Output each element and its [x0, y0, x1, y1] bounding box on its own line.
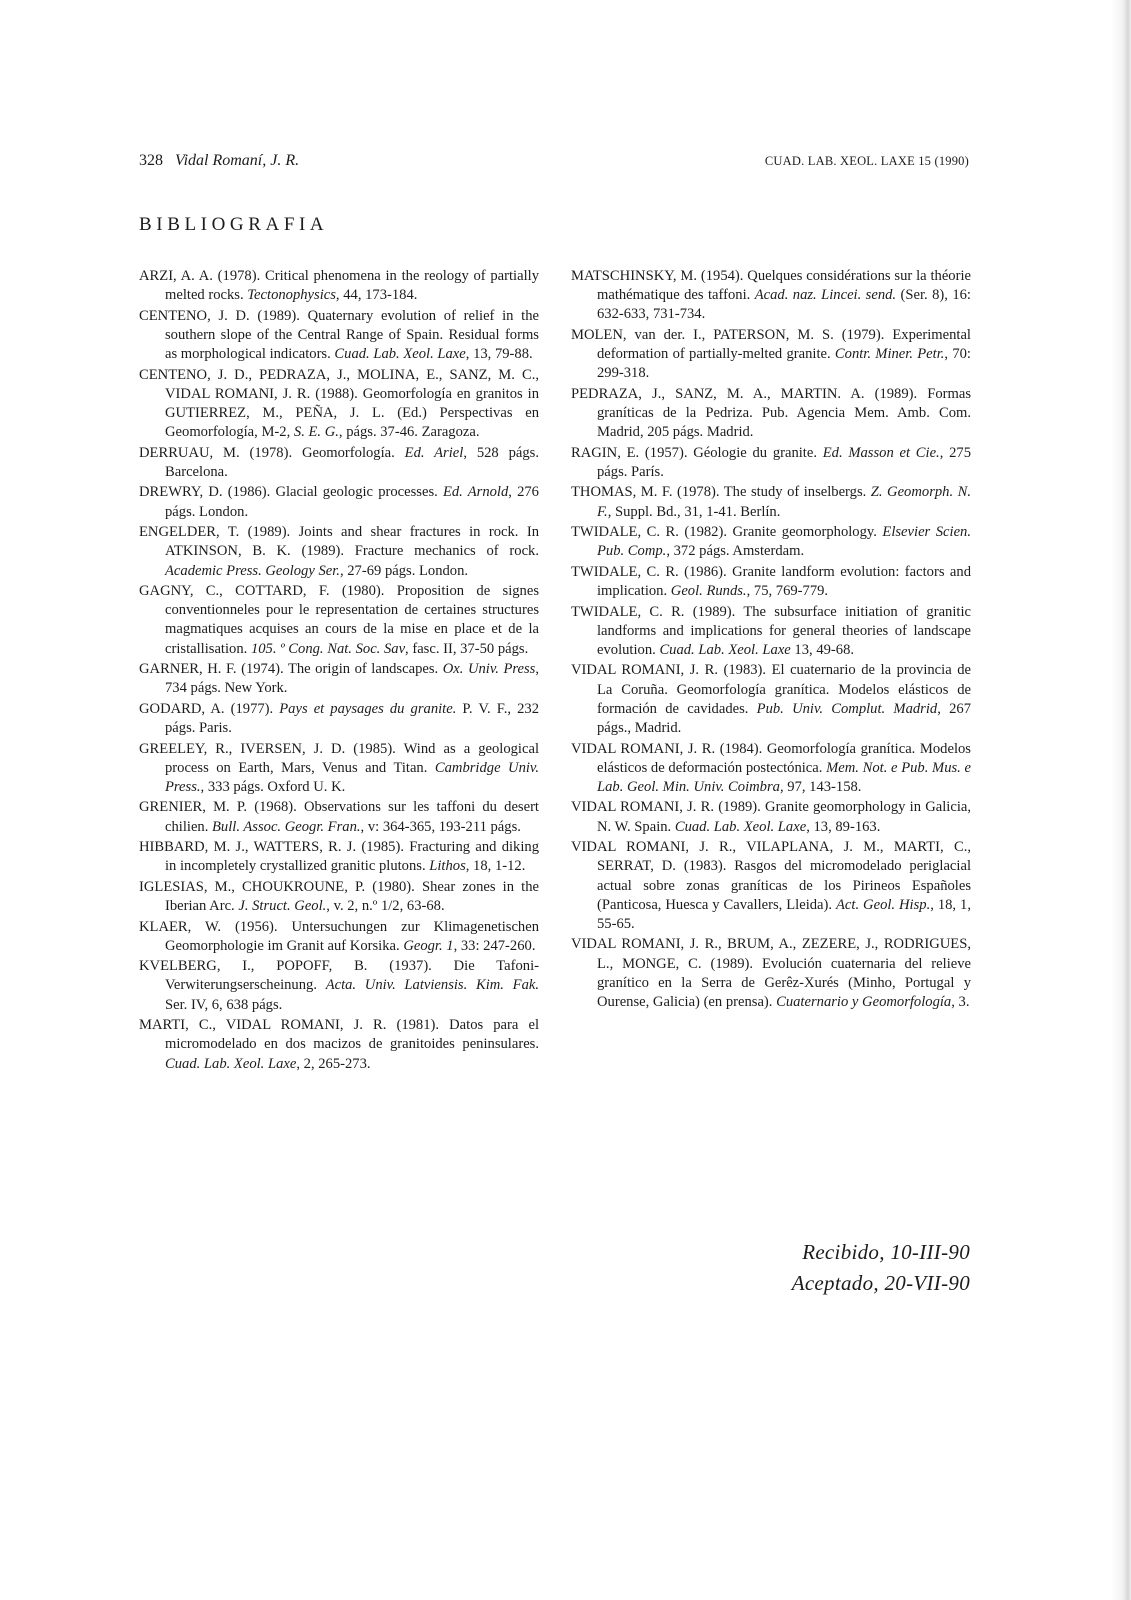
reference-entry: [139, 838, 539, 876]
reference-text: VIDAL ROMANI, J. R. (1983). El cuaternario de la provincia de La Coruña. Geomorfología granítica. Modelos elásticos de formación de cavidades.: [571, 662, 971, 717]
section-title: BIBLIOGRAFIA: [139, 214, 329, 235]
reference-text: KLAER, W. (1956). Untersuchungen zur Klimagenetischen Geomorphologie im Granit auf Korsika.: [139, 918, 539, 954]
reference-details: , 372 págs. Amsterdam.: [666, 543, 805, 560]
reference-venue: Lithos: [429, 858, 466, 875]
reference-venue: Academic Press. Geology Ser.: [165, 562, 340, 579]
reference-details: , 70: 299-318.: [597, 346, 971, 382]
reference-details: , 13, 89-163.: [806, 818, 881, 835]
reference-text: VIDAL ROMANI, J. R., VILAPLANA, J. M., MARTI, C., SERRAT, D. (1983). Rasgos del micromodelado periglacial actual sobre zonas graníticas de los Pirineos Españoles (Panticosa, Huesca y Cavallers, Lleida).: [571, 839, 971, 913]
reference-venue: S. E. G.: [293, 424, 339, 441]
reference-text: THOMAS, M. F. (1978). The study of inselbergs.: [571, 484, 871, 501]
reference-text: KVELBERG, I., POPOFF, B. (1937). Die Tafoni-Verwiterungserscheinung.: [139, 958, 539, 994]
reference-details: , v: 364-365, 193-211 págs.: [360, 818, 521, 835]
reference-text: MOLEN, van der. I., PATERSON, M. S. (1979). Experimental deformation of partially-melted granite.: [571, 326, 971, 363]
reference-venue: Cuad. Lab. Xeol. Laxe: [659, 641, 791, 658]
reference-venue: Elsevier Scien. Pub. Comp.: [597, 524, 971, 560]
running-head-author: Vidal Romaní, J. R.: [175, 152, 300, 169]
reference-text: VIDAL ROMANI, J. R. (1984). Geomorfología granítica. Modelos elásticos de deformación postectónica.: [571, 740, 971, 776]
reference-entry: [139, 878, 539, 916]
reference-text: CENTENO, J. D. (1989). Quaternary evolution of relief in the southern slope of the Central Range of Spain. Residual forms as morphological indicators.: [139, 307, 539, 363]
reference-text: VIDAL ROMANI, J. R. (1989). Granite geomorphology in Galicia, N. W. Spain.: [571, 799, 971, 835]
reference-venue: Ed. Arnold: [442, 484, 509, 501]
reference-entry: [139, 798, 539, 836]
reference-entry: [571, 267, 971, 325]
reference-details: , Suppl. Bd., 31, 1-41. Berlín.: [607, 503, 781, 520]
reference-entry: [139, 1016, 539, 1074]
reference-details: , 333 págs. Oxford U. K.: [200, 778, 346, 795]
reference-entry: [571, 385, 971, 443]
reference-entry: [571, 838, 971, 934]
reference-venue: Ox. Univ. Press: [442, 661, 536, 678]
reference-text: GRENIER, M. P. (1968). Observations sur les taffoni du desert chilien.: [139, 799, 539, 835]
reference-venue: Geogr. 1: [403, 937, 454, 954]
reference-entry: [571, 444, 971, 482]
reference-text: ENGELDER, T. (1989). Joints and shear fractures in rock. In ATKINSON, B. K. (1989). Fracture mechanics of rock.: [139, 524, 539, 560]
reference-details: , 27-69 págs. London.: [339, 562, 469, 579]
reference-column-right: [571, 267, 971, 1014]
reference-entry: [139, 366, 539, 443]
reference-venue: Cuaternario y Geomorfología: [776, 994, 952, 1011]
reference-details: , 734 págs. New York.: [165, 661, 539, 697]
reference-text: VIDAL ROMANI, J. R., BRUM, A., ZEZERE, J., RODRIGUES, L., MONGE, C. (1989). Evolución cuaternaria del relieve granítico en la Serra de Gerêz-Xurés (Minho, Portugal y Ourense, Galicia) (en prensa).: [571, 936, 971, 1011]
reference-details: , 528 págs. Barcelona.: [165, 444, 539, 480]
reference-text: DERRUAU, M. (1978). Geomorfología.: [139, 444, 405, 461]
reference-details: 13, 49-68.: [790, 641, 855, 658]
reference-entry: [139, 740, 539, 798]
received-accepted-dates: [700, 1237, 970, 1299]
reference-entry: [139, 523, 539, 581]
reference-details: , págs. 37-46. Zaragoza.: [338, 424, 480, 441]
reference-entry: [571, 326, 971, 384]
running-head: [139, 151, 969, 171]
running-head-journal: CUAD. LAB. XEOL. LAXE 15 (1990): [764, 154, 969, 168]
reference-details: , 33: 247-260.: [453, 937, 536, 954]
reference-text: GAGNY, C., COTTARD, F. (1980). Proposition de signes conventionneles pour le representation de certaines structures magmatiques acquises an cours de la mise en place et de la cristallisation.: [139, 583, 539, 657]
page-number: 328: [139, 152, 163, 169]
reference-entry: [571, 563, 971, 601]
reference-venue: Cuad. Lab. Xeol. Laxe: [334, 346, 466, 363]
reference-entry: [139, 660, 539, 698]
reference-venue: Pays et paysages du granite.: [279, 700, 457, 717]
reference-details: , 276 págs. London.: [165, 484, 539, 520]
reference-entry: [139, 267, 539, 305]
reference-details: , fasc. II, 37-50 págs.: [405, 640, 529, 657]
reference-details: , v. 2, n.º 1/2, 63-68.: [326, 898, 445, 915]
reference-details: , 13, 79-88.: [465, 346, 533, 363]
reference-text: TWIDALE, C. R. (1982). Granite geomorphology.: [571, 524, 883, 541]
reference-text: GARNER, H. F. (1974). The origin of landscapes.: [139, 661, 443, 678]
reference-venue: Act. Geol. Hisp.: [836, 896, 931, 913]
reference-venue: 105. º Cong. Nat. Soc. Sav: [250, 640, 406, 657]
reference-details: , 267 págs., Madrid.: [597, 700, 972, 737]
reference-text: TWIDALE, C. R. (1989). The subsurface initiation of granitic landforms and implications for general theories of landscape evolution.: [571, 603, 971, 658]
reference-venue: Contr. Miner. Petr.: [834, 346, 945, 363]
reference-details: , 97, 143-158.: [779, 778, 862, 795]
running-head-left: [139, 151, 299, 171]
reference-text: DREWRY, D. (1986). Glacial geologic processes.: [139, 484, 443, 501]
reference-venue: Cuad. Lab. Xeol. Laxe: [674, 818, 807, 835]
reference-details: , 18, 1, 55-65.: [597, 896, 971, 932]
reference-venue: Cambridge Univ. Press.: [165, 759, 539, 795]
reference-text: TWIDALE, C. R. (1986). Granite landform evolution: factors and implication.: [571, 563, 971, 600]
reference-venue: Bull. Assoc. Geogr. Fran.: [212, 818, 361, 835]
page-edge-shadow: [1111, 0, 1131, 1600]
reference-venue: Ed. Masson et Cie.: [822, 444, 940, 461]
reference-text: MATSCHINSKY, M. (1954). Quelques considérations sur la théorie mathématique des taffoni.: [571, 268, 971, 304]
reference-venue: Pub. Univ. Complut. Madrid: [756, 700, 938, 717]
reference-text: HIBBARD, M. J., WATTERS, R. J. (1985). Fracturing and diking in incompletely crystallized granitic plutons.: [139, 839, 539, 875]
reference-entry: [139, 957, 539, 1015]
reference-text: CENTENO, J. D., PEDRAZA, J., MOLINA, E., SANZ, M. C., VIDAL ROMANI, J. R. (1988). Geomorfología en granitos in GUTIERREZ, M., PEÑA, J. L. (Ed.) Perspectivas en Geomorfología, M-2,: [139, 366, 539, 441]
reference-entry: [139, 307, 539, 365]
reference-details: , 275 págs. París.: [597, 444, 971, 480]
reference-text: RAGIN, E. (1957). Géologie du granite.: [571, 444, 823, 461]
reference-venue: Cuad. Lab. Xeol. Laxe: [165, 1055, 297, 1072]
reference-details: , 3.: [951, 994, 970, 1011]
reference-venue: Tectonophysics: [247, 287, 336, 304]
reference-details: , 18, 1-12.: [465, 858, 526, 875]
reference-entry: [571, 740, 971, 798]
reference-venue: Mem. Not. e Pub. Mus. e Lab. Geol. Min. Univ. Coimbra: [597, 759, 971, 795]
reference-text: MARTI, C., VIDAL ROMANI, J. R. (1981). Datos para el micromodelado en dos macizos de granitoides peninsulares.: [139, 1017, 539, 1053]
reference-text: GODARD, A. (1977).: [139, 700, 280, 717]
reference-entry: [571, 603, 971, 661]
received-date: Recibido, 10-III-90: [802, 1240, 970, 1264]
reference-entry: [139, 918, 539, 956]
reference-text: GREELEY, R., IVERSEN, J. D. (1985). Wind as a geological process on Earth, Mars, Venus and Titan.: [139, 740, 539, 776]
reference-column-left: [139, 267, 539, 1075]
reference-details: P. V. F., 232 págs. Paris.: [165, 700, 539, 737]
reference-entry: [571, 523, 971, 561]
reference-venue: Geol. Runds.: [670, 583, 747, 600]
reference-venue: Acad. naz. Lincei. send.: [754, 287, 897, 304]
reference-entry: [139, 700, 539, 738]
reference-details: Ser. IV, 6, 638 págs.: [165, 996, 283, 1013]
reference-entry: [571, 483, 971, 521]
reference-text: PEDRAZA, J., SANZ, M. A., MARTIN. A. (1989). Formas graníticas de la Pedriza. Pub. Agencia Mem. Amb. Com. Madrid, 205 págs. Madrid.: [571, 385, 971, 441]
reference-entry: [139, 582, 539, 659]
reference-text: ARZI, A. A. (1978). Critical phenomena in the reology of partially melted rocks.: [139, 268, 539, 304]
reference-details: , 44, 173-184.: [335, 287, 418, 304]
reference-entry: [139, 444, 539, 482]
reference-text: IGLESIAS, M., CHOUKROUNE, P. (1980). Shear zones in the Iberian Arc.: [139, 878, 539, 915]
reference-entry: [571, 798, 971, 836]
accepted-date: Aceptado, 20-VII-90: [791, 1271, 970, 1295]
reference-entry: [571, 661, 971, 738]
reference-venue: Acta. Univ. Latviensis. Kim. Fak.: [325, 977, 539, 994]
reference-venue: Z. Geomorph. N. F.: [597, 484, 971, 520]
reference-details: (Ser. 8), 16: 632-633, 731-734.: [597, 287, 971, 323]
reference-venue: J. Struct. Geol.: [238, 898, 327, 915]
reference-entry: [139, 483, 539, 521]
reference-venue: Ed. Ariel: [404, 444, 464, 461]
reference-entry: [571, 935, 971, 1012]
reference-details: , 2, 265-273.: [296, 1055, 371, 1072]
reference-details: , 75, 769-779.: [746, 583, 829, 600]
